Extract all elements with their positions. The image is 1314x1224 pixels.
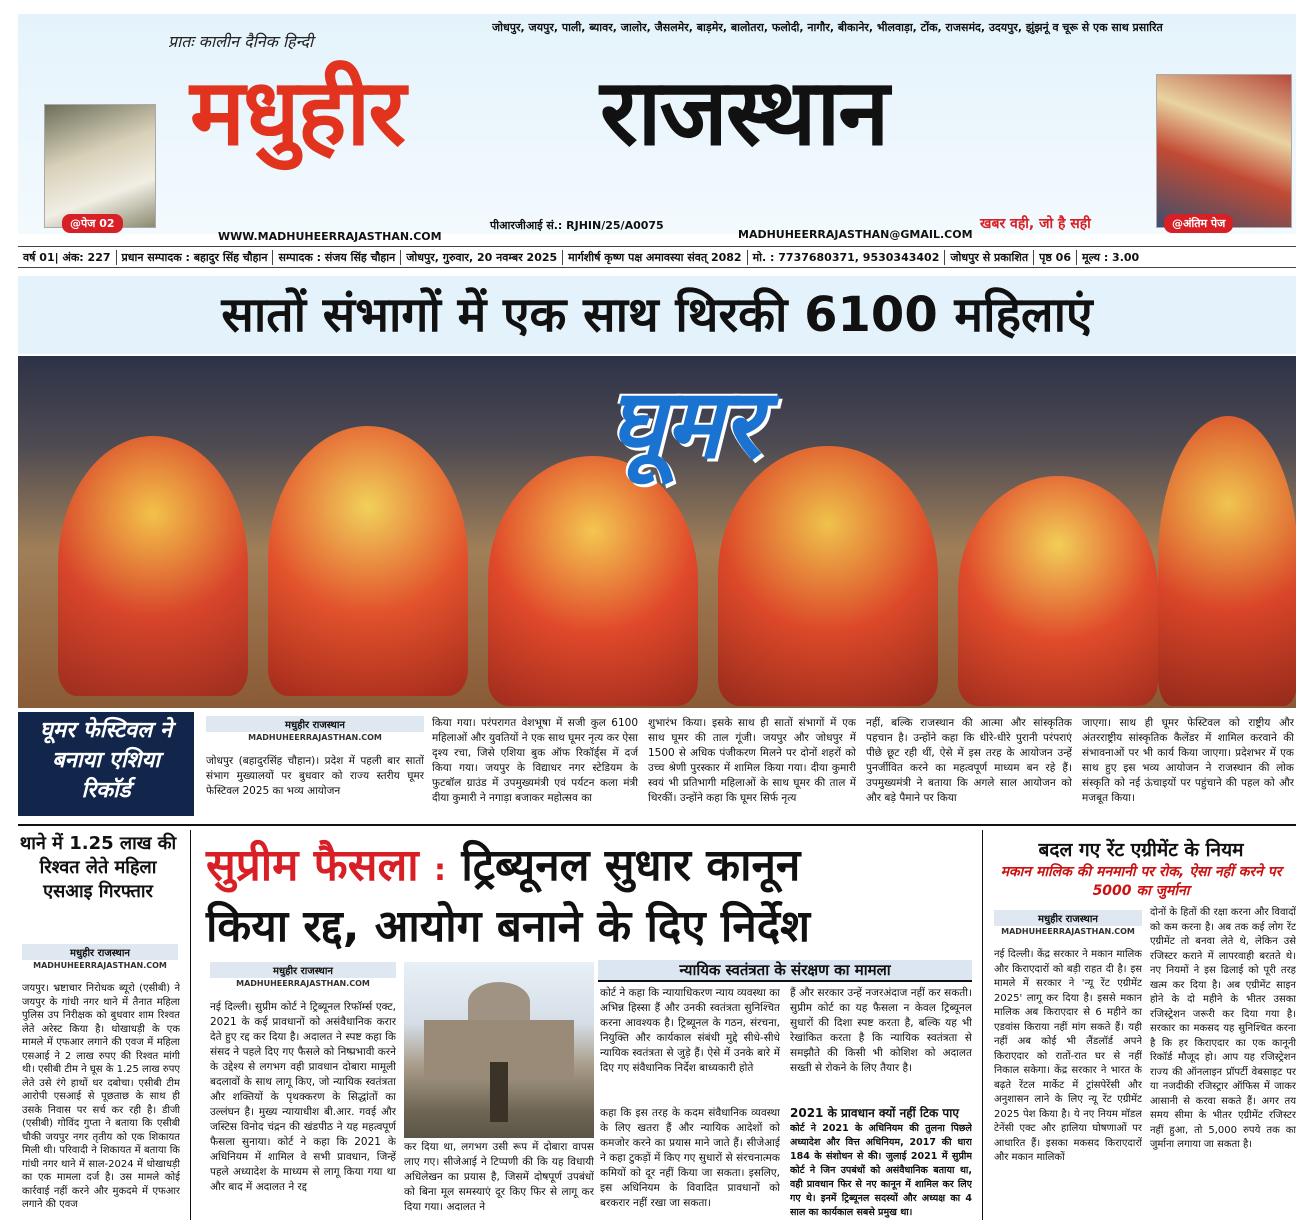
website-link[interactable]: WWW.MADHUHEERRAJASTHAN.COM bbox=[218, 230, 442, 243]
main-byline-block bbox=[210, 962, 396, 989]
phone: मो. : 7737680371, 9530343402 bbox=[748, 250, 946, 265]
left-byline: मधुहीर राजस्थान bbox=[22, 944, 178, 960]
main-story-title bbox=[206, 838, 976, 955]
main-byline: मधुहीर राजस्थान bbox=[210, 962, 396, 978]
main-subtitle: न्यायिक स्वतंत्रता के संरक्षण का मामला bbox=[598, 960, 972, 982]
lead-byline-block bbox=[206, 716, 424, 743]
samvat: मार्गशीर्ष कृष्ण पक्ष अमावस्या संवत् 2082 bbox=[563, 250, 747, 265]
lead-col-4: नहीं, बल्कि राजस्थान की आत्मा और सांस्कृतिक पहचान है। उन्होंने कहा कि धीरे-धीरे पुरानी परंपराएं पीछे छूट रही थीं, ऐसे में इस तरह के आयोजन उन्हें पुनर्जीवित करने का महत्वपूर्ण माध्यम बन रहे हैं। उपमुख्यमंत्री ने बताया कि अगले साल आयोजन को और बड़े पैमाने पर किया bbox=[866, 717, 1072, 804]
main-title-sep: : bbox=[434, 853, 447, 888]
main-col-4b: कोर्ट ने 2021 के अधिनियम की तुलना पिछले अध्यादेश और वित्त अधिनियम, 2017 की धारा 184 के संशोधन से की। जुलाई 2021 में सुप्रीम कोर्ट ने जिन उपबंधों को असंवैधानिक बताया था, वही प्रावधान फिर से नए कानून में शामिल कर लिए गए थे। इनमें ट्रिब्यूनल सदस्यों और अध्यक्ष का 4 साल का कार्यकाल सबसे प्रमुख था। bbox=[790, 1123, 972, 1218]
lead-byweb: MADHUHEERRAJASTHAN.COM bbox=[248, 733, 382, 742]
main-col-3a: कोर्ट ने कहा कि न्यायाधिकरण न्याय व्यवस्था का अभिन्न हिस्सा हैं और उनकी स्वतंत्रता सुनिश्चित करना आवश्यक है। ट्रिब्यूनल के गठन, संरचना, नियुक्ति और कार्यकाल संबंधी मुद्दे सीधे-सीधे न्यायिक स्वतंत्रता से जुड़े हैं। ऐसे में उनके बारे में दिए गए संवैधानिक निर्देश बाध्यकारी होते bbox=[600, 987, 780, 1074]
email-link[interactable]: MADHUHEERRAJASTHAN@GMAIL.COM bbox=[738, 228, 973, 241]
main-col-4-head: 2021 के प्रावधान क्यों नहीं टिक पाए bbox=[790, 1106, 959, 1120]
right-story-title: बदल गए रेंट एग्रीमेंट के नियम bbox=[1038, 839, 1244, 861]
editor: सम्पादक : संजय सिंह चौहान bbox=[273, 250, 401, 265]
left-byweb: MADHUHEERRAJASTHAN.COM bbox=[33, 961, 167, 970]
rni-number: पीआरजीआई सं.: RJHIN/25/A0075 bbox=[490, 219, 664, 232]
main-title-line2: किया रद्द, आयोग बनाने के दिए निर्देश bbox=[206, 901, 811, 952]
right-page-pill[interactable]: @अंतिम पेज bbox=[1164, 214, 1233, 233]
right-byline: मधुहीर राजस्थान bbox=[994, 910, 1142, 926]
lead-col-2: किया गया। परंपरागत वेशभूषा में सजी कुल 6100 महिलाओं और युवतियों ने एक साथ घूमर नृत्य कर ऐसा दृश्य रचा, जिसे एशिया बुक ऑफ रिकॉर्ड्स में दर्ज किया गया। जयपुर के विद्याधर नगर स्टेडियम के फुटबॉल ग्राउंड में उपमुख्यमंत्री एवं पर्यटन कला मंत्री दीया कुमारी ने नगाड़ा बजाकर महोत्सव का bbox=[432, 717, 638, 804]
lead-headline: सातों संभागों में एक साथ थिरकी 6100 महिलाएं bbox=[221, 287, 1093, 343]
main-byweb: MADHUHEERRAJASTHAN.COM bbox=[236, 979, 370, 988]
date: जोधपुर, गुरुवार, 20 नवम्बर 2025 bbox=[401, 250, 563, 265]
left-story-title: थाने में 1.25 लाख की रिश्वत लेते महिला एसआइ गिरफ्तार bbox=[19, 833, 177, 902]
lead-headline-band bbox=[18, 276, 1296, 354]
masthead-tagline: प्रातः कालीन दैनिक हिन्दी bbox=[168, 32, 314, 51]
right-column-rule bbox=[982, 830, 983, 1220]
right-byline-block bbox=[994, 910, 1142, 937]
main-col-1: नई दिल्ली। सुप्रीम कोर्ट ने ट्रिब्यूनल रिफॉर्म्स एक्ट, 2021 के कई प्रावधानों को असंवैधानिक करार देते हुए रद्द कर दिया है। अदालत ने स्पष्ट कहा कि संसद ने पहले दिए गए फैसले को निष्प्रभावी करने के उद्देश्य से लगभग वही प्रावधान दोबारा मामूली बदलावों के साथ लागू किए, जो न्यायिक स्वतंत्रता और शक्तियों के पृथक्करण के सिद्धांतों का उल्लंघन है। मुख्य न्यायाधीश बी.आर. गवई और जस्टिस विनोद चंद्रन की खंडपीठ ने यह महत्वपूर्ण फैसला सुनाया। कोर्ट ने कहा कि 2021 के अधिनियम में शामिल वे सभी प्रावधान, जिन्हें पहले अध्यादेश के माध्यम से लागू किया गया था और बाद में अदालत ने रद्द bbox=[210, 1001, 396, 1193]
main-col-3b: कहा कि इस तरह के कदम संवैधानिक व्यवस्था के लिए खतरा हैं और न्यायिक आदेशों को कमजोर करने का प्रयास माने जाते हैं। सीजेआई ने कहा टुकड़ों में किए गए सुधारों से संरचनात्मक कमियों को दूर नहीं किया जा सकता। इसलिए, इस अधिनियम के विवादित प्रावधानों को बरकरार नहीं रखा जा सकता। bbox=[600, 1107, 780, 1209]
main-col-2: कर दिया था, लगभग उसी रूप में दोबारा वापस लाए गए। सीजेआई ने टिप्पणी की कि यह विधायी अधिलेखन का प्रयास है, जिसमें दोषपूर्ण उपबंधों को बिना मूल समस्याएं दूर किए फिर से लागू कर दिया गया। अदालत ने bbox=[404, 1141, 594, 1213]
right-col-2: दोनों के हितों की रक्षा करना और विवादों को कम करना है। अब तक कई लोग रेंट एग्रीमेंट तो बनवा लेते थे, लेकिन उसे रजिस्टर कराने में लापरवाही बरतते थे। नए नियमों ने इस ढिलाई को पूरी तरह खत्म कर दिया है। अब एग्रीमेंट साइन होने के दो महीने के भीतर उसका रजिस्ट्रेशन जरूरी कर दिया गया है। सरकार का मकसद यह सुनिश्चित करना है कि हर किराएदार का एक कानूनी रिकॉर्ड मौजूद हो। आप यह रजिस्ट्रेशन राज्य की ऑनलाइन प्रॉपर्टी वेबसाइट पर या नजदीकी रजिस्ट्रार ऑफिस में जाकर आसानी से करवा सकते हैं। अगर तय समय सीमा के भीतर एग्रीमेंट रजिस्टर नहीं हुआ, तो 5,000 रुपये तक का जुर्माना लगाया जा सकता है। bbox=[1150, 907, 1296, 1150]
price: मूल्य : 3.00 bbox=[1082, 250, 1140, 264]
section-divider bbox=[18, 824, 1296, 826]
chief-editor: प्रधान सम्पादक : बहादुर सिंह चौहान bbox=[117, 250, 274, 265]
slogan: खबर वही, जो है सही bbox=[980, 216, 1091, 232]
right-story-subtitle: मकान मालिक की मनमानी पर रोक, ऐसा नहीं करने पर 5000 का जुर्माना bbox=[1000, 864, 1282, 899]
left-byline-block bbox=[22, 944, 178, 971]
info-bar bbox=[18, 246, 1296, 268]
masthead-left-photo bbox=[44, 104, 156, 228]
ghoomar-overlay: घूमर bbox=[608, 367, 762, 480]
right-byweb: MADHUHEERRAJASTHAN.COM bbox=[1001, 927, 1135, 936]
supreme-court-photo bbox=[404, 962, 594, 1138]
main-title-line1: ट्रिब्यूनल सुधार कानून bbox=[461, 840, 801, 891]
main-col-4a: हैं और सरकार उन्हें नजरअंदाज नहीं कर सकती। सुप्रीम कोर्ट का यह फैसला न केवल ट्रिब्यूनल सुधारों की दिशा स्पष्ट करता है, बल्कि यह भी रेखांकित करता है कि न्यायिक स्वतंत्रता से समझौते की किसी भी कोशिश को अदालत सख्ती से रोकने के लिए तैयार है। bbox=[790, 987, 972, 1074]
lead-side-title: घूमर फेस्टिवल ने बनाया एशिया रिकॉर्ड bbox=[18, 712, 194, 816]
lead-col-5: जाएगा। साथ ही घूमर फेस्टिवल को राष्ट्रीय और अंतरराष्ट्रीय सांस्कृतिक कैलेंडर में शामिल करवाने की संभावनाओं पर भी कार्य किया जाएगा। प्रदेशभर में एक साथ हुए इस भव्य आयोजन ने राजस्थान की लोक संस्कृति को नई ऊंचाइयों पर पहुंचाने की पहल को और मजबूत किया। bbox=[1082, 717, 1294, 804]
logo-madhuheer: मधुहीर bbox=[190, 58, 404, 166]
left-column-rule bbox=[190, 830, 191, 1220]
published-from: जोधपुर से प्रकाशित bbox=[945, 250, 1034, 265]
cities-line: जोधपुर, जयपुर, पाली, ब्यावर, जालोर, जैसलमेर, बाड़मेर, बालोतरा, फलोदी, नागौर, बीकानेर, भीलवाड़ा, टोंक, राजसमंद, उदयपुर, झुंझनूं व चूरू से एक साथ प्रसारित bbox=[492, 21, 1163, 34]
logo-rajasthan: राजस्थान bbox=[600, 58, 888, 166]
issue-info: वर्ष 01| अंक: 227 bbox=[18, 250, 117, 265]
masthead-right-photo bbox=[1156, 74, 1292, 228]
page-number: पृष्ठ 06 bbox=[1034, 250, 1077, 265]
lead-col-3: शुभारंभ किया। इसके साथ ही सातों संभागों में एक साथ घूमर की ताल गूंजी। जयपुर और जोधपुर में 1500 से अधिक पंजीकरण मिलने पर दोनों शहरों को उच्च श्रेणी पुरस्कार में शामिल किया गया। दीया कुमारी स्वयं भी प्रतिभागी महिलाओं के साथ घूमर की ताल में थिरकीं। उन्होंने कहा कि घूमर सिर्फ नृत्य bbox=[648, 717, 856, 804]
left-page-pill[interactable]: @पेज 02 bbox=[62, 214, 123, 233]
lead-col-1: जोधपुर (बहादुरसिंह चौहान)। प्रदेश में पहली बार सातों संभाग मुख्यालयों पर बुधवार को राज्य स्तरीय घूमर फेस्टिवल 2025 का भव्य आयोजन bbox=[206, 755, 424, 797]
left-story-body: जयपुर। भ्रष्टाचार निरोधक ब्यूरो (एसीबी) ने जयपुर के गांधी नगर थाने में तैनात महिला पुलिस उप निरीक्षक को बुधवार शाम रिश्वत लेते अरेस्ट किया है। धोखाधड़ी के एक मामले में एफआर लगाने की एवज में महिला एसआई ने 2 लाख रुपए की रिश्वत मांगी थी। एसीबी टीम ने घूस के 1.25 लाख रुपए लेते उसे रंगे हाथों धर दबोचा। एसीबी टीम आरोपी एसआई से पूछताछ के साथ ही उसके निवास पर सर्च कर रही है। डीजी (एसीबी) गोविंद गुप्ता ने बताया कि एसीबी चौकी जयपुर नगर तृतीय को एक शिकायत मिली थी। परिवादी ने शिकायत में बताया कि गांधी नगर थाने में साल-2024 में धोखाधड़ी का एक मामला दर्ज है। उस मामले कोई कार्रवाई नहीं करने और मुकदमे में एफआर लगाने की एवज bbox=[22, 983, 180, 1210]
right-col-1: नई दिल्ली। केंद्र सरकार ने मकान मालिक और किराएदारों को बड़ी राहत दी है। इस मामले में सरकार ने 'न्यू रेंट एग्रीमेंट 2025' लागू कर दिया है। इससे मकान मालिक अब किराएदार से 6 महीने का एडवांस किराया नहीं मांग सकते हैं। यही नहीं अब कोई भी लैंडलॉर्ड अपने किराएदार को रातों-रात घर से नहीं निकाल सकेगा। केंद्र सरकार ने भारत के बढ़ते रेंटल मार्केट में ट्रांसपेरेंसी और अनुशासन लाने के लिए न्यू रेंट एग्रीमेंट 2025 पेश किया है। ये नए नियम मॉडल टेनेंसी एक्ट और हालिया घोषणाओं पर आधारित हैं। इसका मकसद किराएदारों और मकान मालिकों bbox=[994, 949, 1142, 1163]
main-title-red: सुप्रीम फैसला bbox=[206, 840, 419, 891]
lead-byline: मधुहीर राजस्थान bbox=[206, 716, 424, 732]
